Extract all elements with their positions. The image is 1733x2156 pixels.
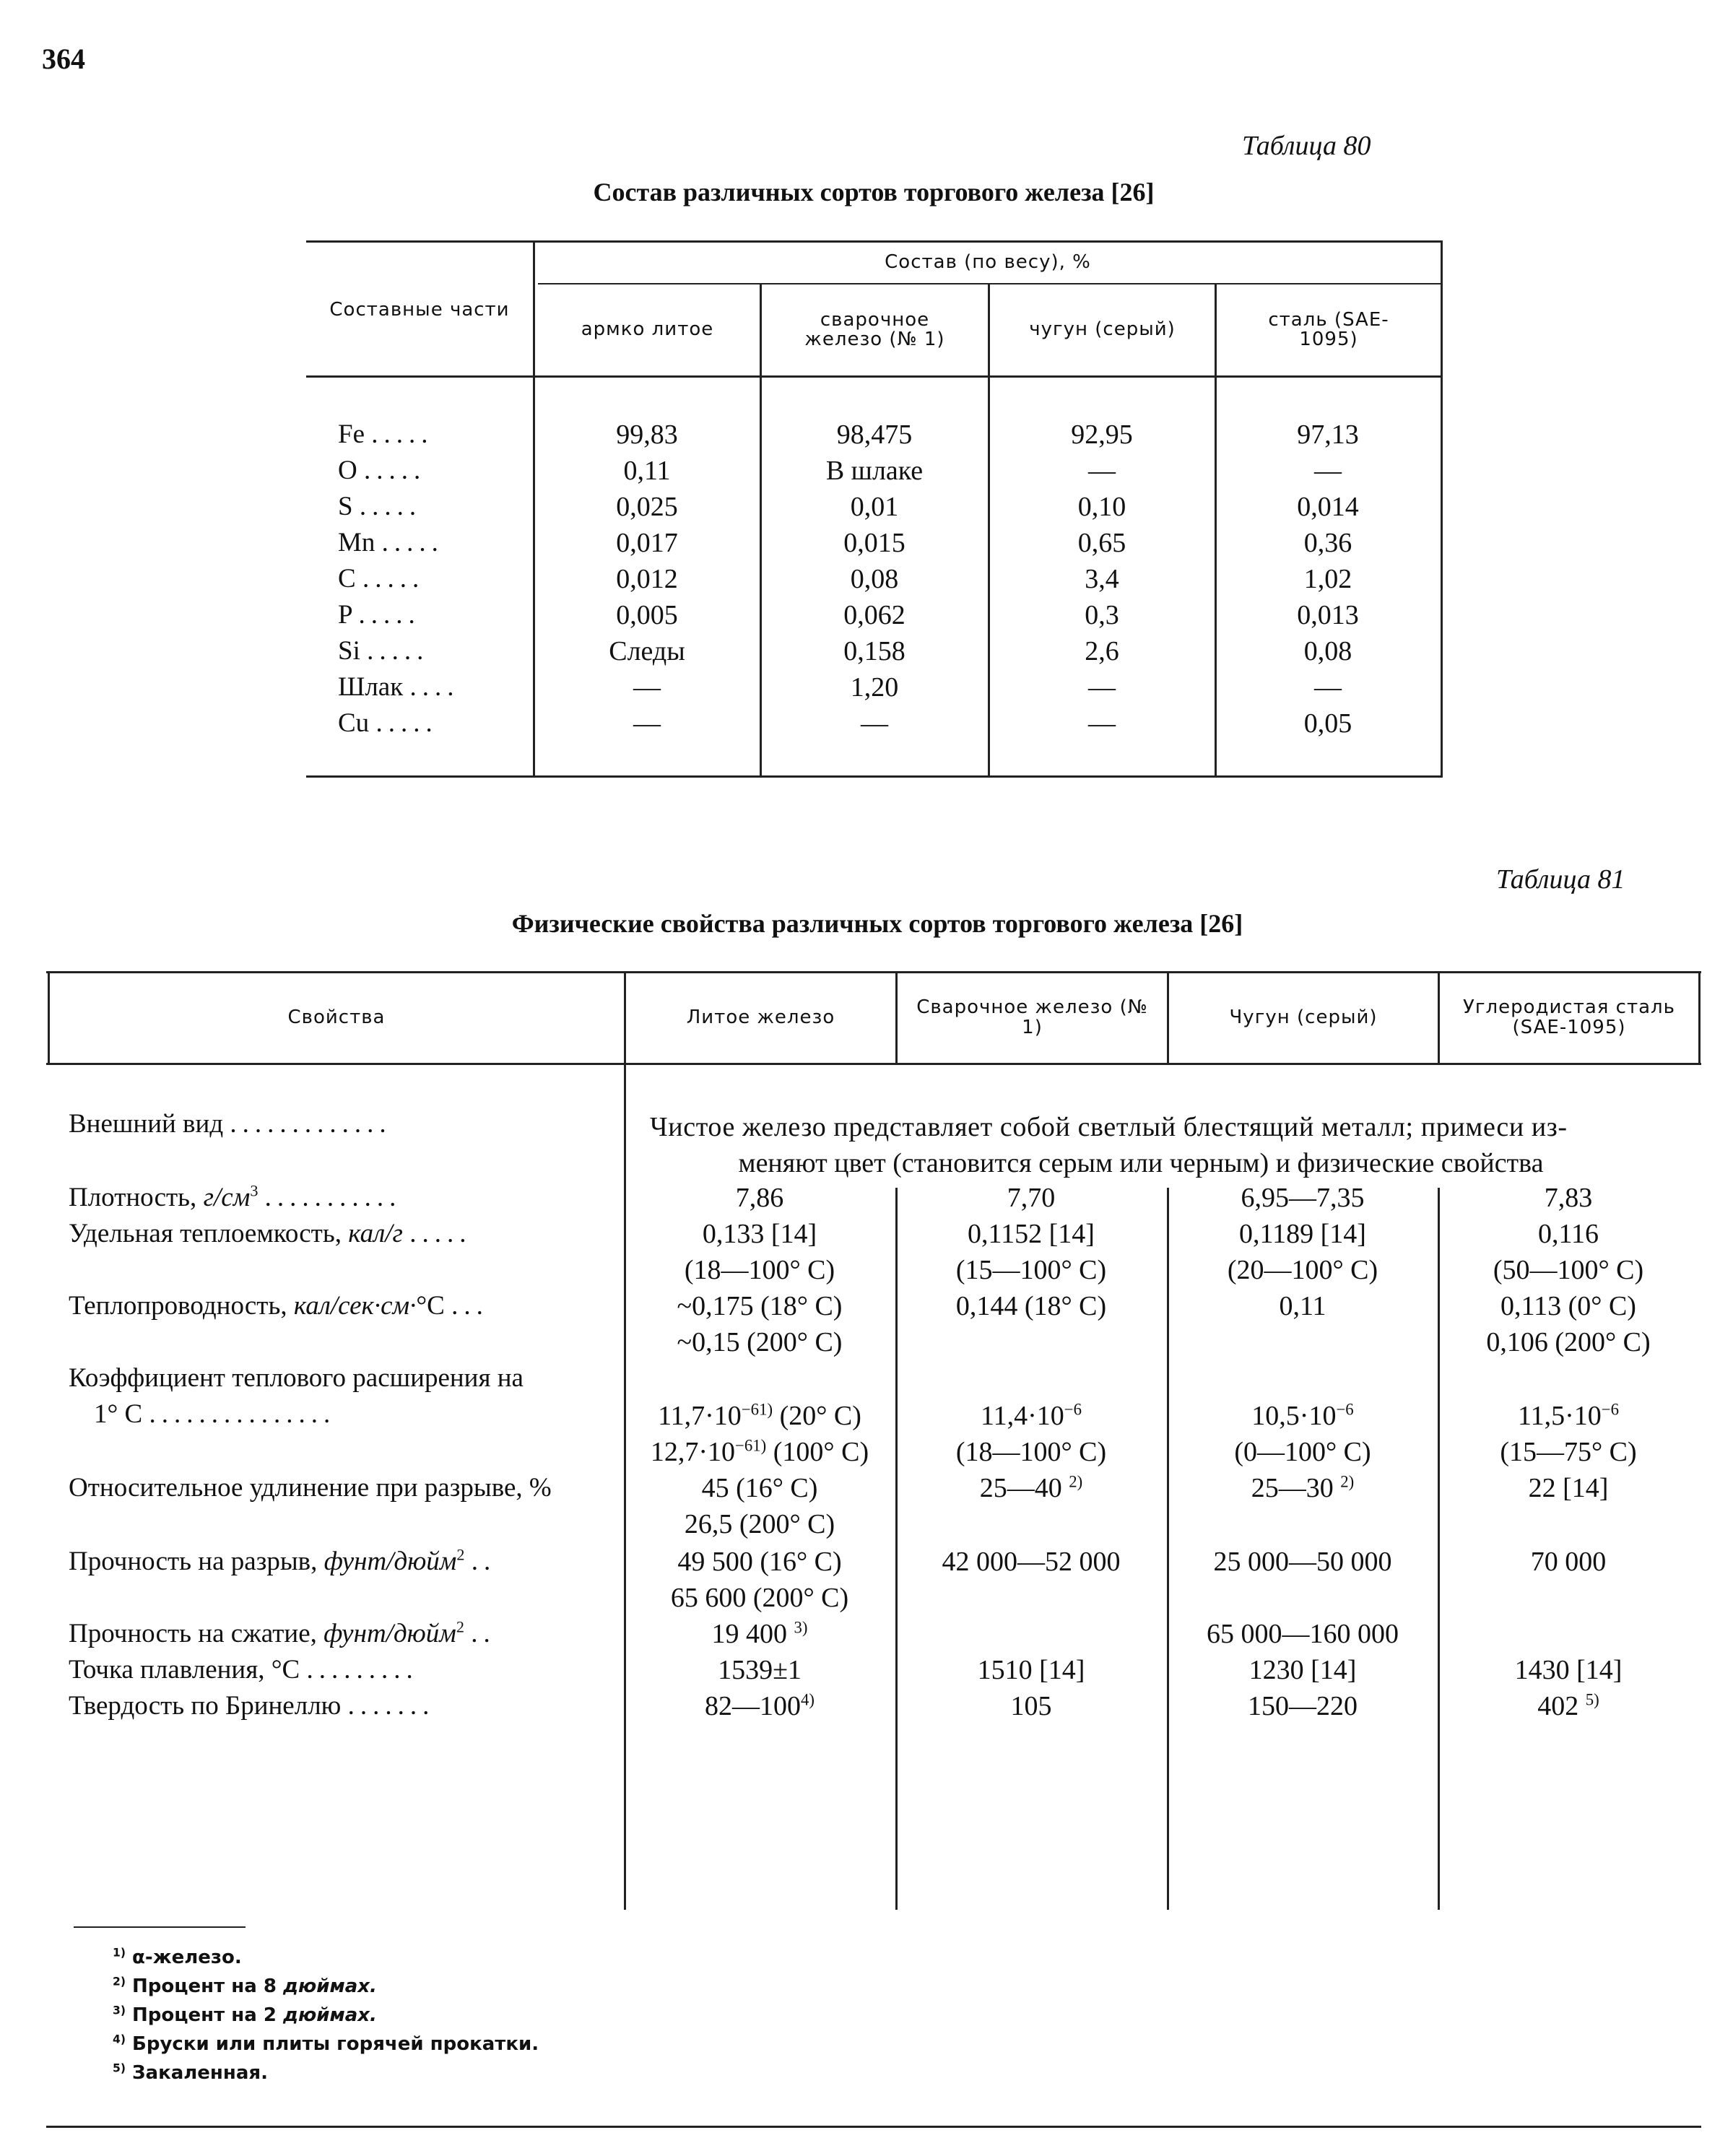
table80-cell: 0,65: [1077, 528, 1126, 558]
expansion-weld-range: (18—100° С): [955, 1437, 1107, 1467]
row-tensile-label: Прочность на разрыв, фунт/дюйм$^2$ ..: [69, 1545, 497, 1576]
table81-header-col4: Углеродистая сталь (SAE-1095): [1463, 996, 1675, 1038]
expansion-weld: $11,4\cdot 10^{-6}$: [980, 1400, 1082, 1431]
table81-header-col3: Чугун (серый): [1229, 1006, 1378, 1028]
appearance-text-2: меняют цвет (становится серым или черным) и физические свойства: [738, 1148, 1544, 1178]
table80-cell: 2,6: [1085, 636, 1119, 666]
table80-cell: —: [1088, 456, 1116, 486]
table80-cell: 0,05: [1303, 708, 1352, 739]
table80-header-col4: сталь (SAE-1095): [1268, 308, 1389, 350]
tensile-cast-2: 65 600 (200° С): [670, 1583, 849, 1613]
table80-cell: —: [1088, 708, 1116, 739]
conductivity-cast: ~0,175 (18° С): [677, 1291, 843, 1321]
elongation-cast: 45 (16° С): [701, 1473, 818, 1503]
melting-cast: 1539±1: [718, 1655, 802, 1685]
footnote: $^{1)}$ α-железо.: [113, 1946, 242, 1968]
table81-label: Таблица 81: [1496, 864, 1625, 895]
row-appearance-label: Внешний вид .............: [69, 1109, 392, 1139]
table80-cell: 0,158: [843, 636, 905, 666]
table80-cell: 97,13: [1297, 420, 1359, 450]
table80-cell: 0,005: [616, 600, 678, 630]
expansion-cast-1: $11,7\cdot 10^{-61)}$ (20° С): [658, 1400, 861, 1431]
table80-header-col2: сварочное железо (№ 1): [804, 308, 945, 350]
table80-cell: 0,012: [616, 564, 678, 594]
heat-capacity-gray: 0,1189 [14]: [1239, 1219, 1366, 1249]
expansion-gray: $10,5\cdot 10^{-6}$: [1251, 1400, 1354, 1431]
table80-cell: 0,3: [1085, 600, 1119, 630]
table80-cell: Следы: [609, 636, 685, 666]
table80-cell: —: [1088, 672, 1116, 703]
table80-cell: 0,025: [616, 492, 678, 522]
compressive-gray: 65 000—160 000: [1207, 1619, 1399, 1649]
row-expansion-label-1: Коэффициент теплового расширения на: [69, 1363, 524, 1393]
tensile-weld: 42 000—52 000: [942, 1547, 1121, 1577]
table81-title: Физические свойства различных сортов торгового железа [26]: [511, 909, 1243, 938]
table80-cell: —: [1314, 456, 1342, 486]
footnote: $^{2)}$ Процент на 8 дюймах.: [113, 1975, 377, 1997]
conductivity-weld: 0,144 (18° С): [955, 1291, 1107, 1321]
elongation-cast-2: 26,5 (200° С): [684, 1509, 835, 1539]
table81-header-properties: Свойства: [287, 1006, 386, 1028]
table80-cell: 0,013: [1297, 600, 1359, 630]
table80-cell: 3,4: [1085, 564, 1119, 594]
table80-cell: 0,014: [1297, 492, 1359, 522]
footnote-separator: [74, 1926, 246, 1928]
table80-cell: 0,36: [1303, 528, 1352, 558]
elongation-gray: 25—30 $^{2)}$: [1251, 1472, 1355, 1503]
conductivity-gray: 0,11: [1279, 1291, 1326, 1321]
table80-cell: 0,08: [1303, 636, 1352, 666]
row-brinell-label: Твердость по Бринеллю .......: [69, 1691, 435, 1721]
table80-cell: 0,11: [623, 456, 671, 486]
footnote: $^{3)}$ Процент на 2 дюймах.: [113, 2004, 377, 2026]
table80-header-components: Составные части: [329, 299, 510, 321]
density-cast: 7,86: [735, 1183, 784, 1213]
table80-row-label: O .....: [338, 456, 427, 485]
table80-row-label: Mn .....: [338, 528, 444, 557]
table80-row-label: S .....: [338, 492, 422, 521]
melting-steel: 1430 [14]: [1514, 1655, 1623, 1685]
heat-capacity-steel: 0,116: [1537, 1219, 1599, 1249]
table80-cell: 99,83: [616, 420, 678, 450]
table80-cell: —: [861, 708, 888, 739]
density-steel: 7,83: [1544, 1183, 1593, 1213]
table80-title: Состав различных сортов торгового железа [26]: [593, 178, 1155, 207]
row-conductivity-label: Теплопроводность, кал/сек·см·°С ...: [69, 1291, 489, 1321]
expansion-gray-range: (0—100° С): [1234, 1437, 1371, 1467]
table80-header-group: Состав (по весу), %: [885, 251, 1091, 273]
table80-cell: —: [633, 672, 661, 703]
elongation-steel: 22 [14]: [1528, 1473, 1609, 1503]
table80-cell: 1,02: [1303, 564, 1352, 594]
appearance-text-1: Чистое железо представляет собой светлый блестящий металл; примеси из-: [650, 1112, 1568, 1142]
table80-row-label: Si .....: [338, 636, 430, 666]
table80-cell: 0,08: [850, 564, 899, 594]
table81-header-col2: Сварочное железо (№ 1): [916, 996, 1148, 1038]
table81-header-col1: Литое железо: [686, 1006, 835, 1028]
density-weld: 7,70: [1007, 1183, 1056, 1213]
expansion-steel: $11,5\cdot 10^{-6}$: [1517, 1400, 1620, 1431]
page-number: 364: [42, 43, 85, 75]
conductivity-cast-2: ~0,15 (200° С): [677, 1327, 843, 1357]
brinell-cast: 82—100$^{4)}$: [705, 1690, 815, 1721]
tensile-cast: 49 500 (16° С): [677, 1547, 842, 1577]
brinell-gray: 150—220: [1248, 1691, 1358, 1721]
heat-capacity-gray-range: (20—100° С): [1227, 1255, 1378, 1285]
table80-row-label: Cu .....: [338, 708, 438, 738]
table80-cell: 0,062: [843, 600, 905, 630]
table80-row-label: P .....: [338, 600, 421, 630]
row-elongation-label: Относительное удлинение при разрыве, %: [69, 1473, 552, 1503]
footnote: $^{5)}$ Закаленная.: [113, 2061, 268, 2084]
row-heat-capacity-label: Удельная теплоемкость, кал/г .....: [69, 1219, 472, 1248]
table80-cell: 0,015: [843, 528, 905, 558]
row-melting-label: Точка плавления, °С .........: [69, 1655, 419, 1685]
brinell-steel: 402 $^{5)}$: [1537, 1690, 1599, 1721]
heat-capacity-cast: 0,133 [14]: [702, 1219, 817, 1249]
heat-capacity-steel-range: (50—100° С): [1493, 1255, 1644, 1285]
table80-cell: 98,475: [836, 420, 913, 450]
heat-capacity-weld-range: (15—100° С): [955, 1255, 1107, 1285]
expansion-cast-2: $12,7\cdot 10^{-61)}$ (100° С): [650, 1436, 869, 1467]
table80-cell: 0,017: [616, 528, 678, 558]
density-gray: 6,95—7,35: [1241, 1183, 1365, 1213]
table80-cell: В шлаке: [825, 456, 924, 486]
table80-label: Таблица 80: [1242, 131, 1371, 161]
conductivity-steel: 0,113 (0° С): [1500, 1291, 1636, 1321]
table80-header-col3: чугун (серый): [1029, 318, 1176, 341]
tensile-steel: 70 000: [1530, 1547, 1607, 1577]
expansion-steel-range: (15—75° С): [1500, 1437, 1637, 1467]
table80-row-label: Fe .....: [338, 420, 434, 449]
table80-header-col1: армко литое: [581, 318, 714, 341]
footnote: $^{4)}$ Бруски или плиты горячей прокатки.: [113, 2033, 539, 2055]
melting-gray: 1230 [14]: [1248, 1655, 1357, 1685]
heat-capacity-weld: 0,1152 [14]: [968, 1219, 1095, 1249]
table80-cell: 1,20: [850, 672, 899, 703]
table80-cell: 92,95: [1071, 420, 1133, 450]
row-compressive-label: Прочность на сжатие, фунт/дюйм$^2$ ..: [69, 1617, 496, 1648]
row-expansion-label-2: 1° С ...............: [94, 1399, 336, 1429]
table80-cell: 0,10: [1077, 492, 1126, 522]
table80-row-label: Шлак ....: [338, 672, 460, 702]
table80-cell: 0,01: [850, 492, 899, 522]
row-density-label: Плотность, $г/см^3$ ...........: [69, 1181, 402, 1212]
conductivity-steel-2: 0,106 (200° С): [1486, 1327, 1651, 1357]
elongation-weld: 25—40 $^{2)}$: [979, 1472, 1083, 1503]
melting-weld: 1510 [14]: [977, 1655, 1085, 1685]
compressive-cast: 19 400 $^{3)}$: [711, 1618, 808, 1649]
tensile-gray: 25 000—50 000: [1213, 1547, 1392, 1577]
brinell-weld: 105: [1010, 1691, 1052, 1721]
table80-cell: —: [1314, 672, 1342, 703]
heat-capacity-cast-range: (18—100° С): [684, 1255, 835, 1285]
table80-row-label: C .....: [338, 564, 425, 594]
table80-cell: —: [633, 708, 661, 739]
